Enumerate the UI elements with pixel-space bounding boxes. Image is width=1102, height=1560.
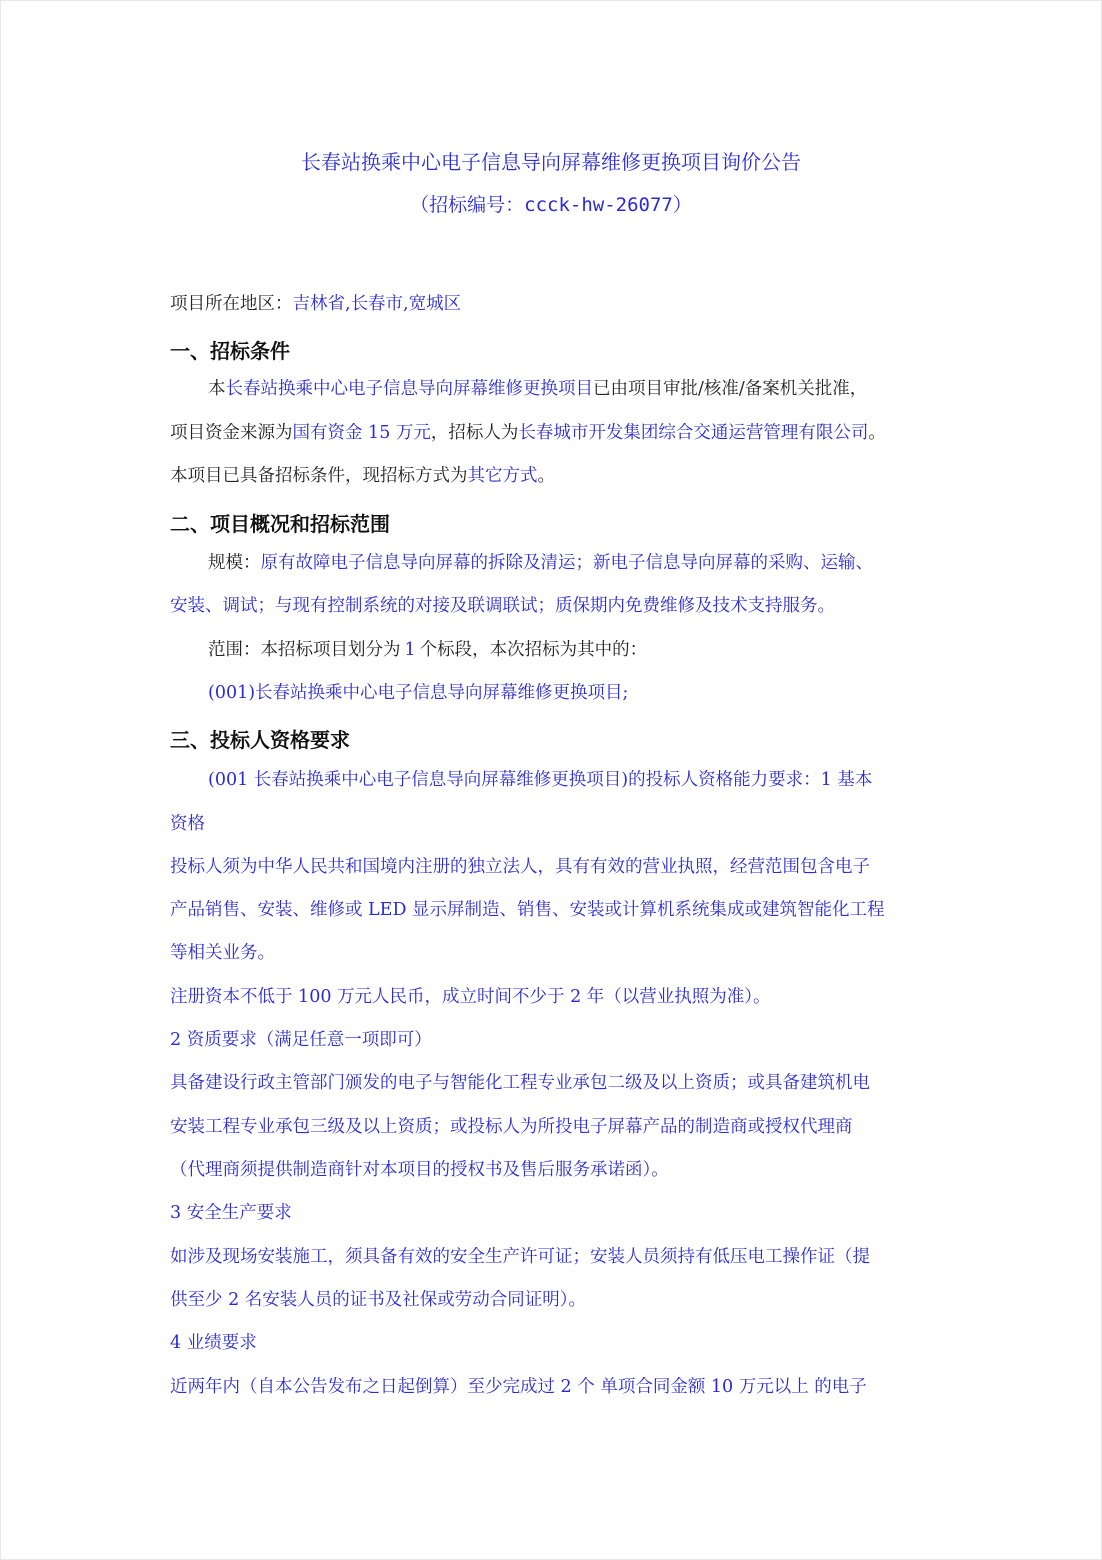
s3-line: 产品销售、安装、维修或 LED 显示屏制造、销售、安装或计算机系统集成或建筑智能化工程	[170, 900, 885, 920]
s3-line: 近两年内（自本公告发布之日起倒算）至少完成过 2 个 单项合同金额 10 万元以上 的电子	[170, 1377, 867, 1397]
section2-heading: 二、项目概况和招标范围	[170, 512, 390, 536]
s1-p3-c: 。	[537, 466, 555, 486]
section3-heading: 三、投标人资格要求	[170, 728, 350, 752]
s3-line: 具备建设行政主管部门颁发的电子与智能化工程专业承包二级及以上资质；或具备建筑机电	[170, 1073, 870, 1093]
bid-number-suffix: ）	[672, 194, 692, 216]
s2-scale-text1: 原有故障电子信息导向屏幕的拆除及清运；新电子信息导向屏幕的采购、运输、	[260, 553, 873, 573]
section1-para-line2	[170, 421, 886, 445]
section2-range-line	[208, 638, 647, 662]
s3-line: 资格	[170, 814, 205, 834]
s2-range-c: 个标段，本次招标为其中的：	[419, 640, 648, 660]
s1-p3-a: 本项目已具备招标条件，现招标方式为	[170, 466, 468, 486]
s1-p1-a: 本	[208, 379, 226, 399]
s3-line: 供至少 2 名安装人员的证书及社保或劳动合同证明）。	[170, 1290, 587, 1310]
s2-range-count: 1	[404, 640, 416, 660]
s3-line: 安装工程专业承包三级及以上资质；或投标人为所投电子屏幕产品的制造商或授权代理商	[170, 1117, 853, 1137]
location-line	[170, 292, 461, 316]
s1-funding: 国有资金 15 万元	[292, 423, 431, 443]
s3-line: 等相关业务。	[170, 943, 275, 963]
section1-para-line3	[170, 464, 555, 488]
bid-number	[0, 190, 1102, 217]
s3-line: 投标人须为中华人民共和国境内注册的独立法人，具有有效的营业执照，经营范围包含电子	[170, 857, 870, 877]
s3-line: 注册资本不低于 100 万元人民币，成立时间不少于 2 年（以营业执照为准）。	[170, 987, 771, 1007]
s1-p2-a: 项目资金来源为	[170, 423, 293, 443]
s1-p2-e: 。	[868, 423, 886, 443]
section1-heading: 一、招标条件	[170, 339, 290, 363]
bid-number-value: ccck-hw-26077	[524, 194, 673, 216]
s3-line: 2 资质要求（满足任意一项即可）	[170, 1030, 432, 1050]
s3-line: 4 业绩要求	[170, 1333, 257, 1353]
section2-scale-line1	[208, 551, 873, 575]
s2-range-a: 范围：本招标项目划分为	[208, 640, 401, 660]
s3-line: （代理商须提供制造商针对本项目的授权书及售后服务承诺函）。	[170, 1160, 669, 1180]
section2-lot-line: (001)长春站换乘中心电子信息导向屏幕维修更换项目;	[208, 683, 629, 703]
section1-para-line1	[208, 377, 867, 401]
s1-p1-c: 已由项目审批/核准/备案机关批准，	[593, 379, 868, 399]
s3-line: 如涉及现场安装施工，须具备有效的安全生产许可证；安装人员须持有低压电工操作证（提	[170, 1247, 870, 1267]
s1-p2-c: ，招标人为	[430, 423, 519, 443]
s3-line: 3 安全生产要求	[170, 1203, 292, 1223]
location-label: 项目所在地区：	[170, 294, 293, 314]
s1-tenderer: 长春城市开发集团综合交通运营管理有限公司	[518, 423, 869, 443]
location-value: 吉林省,长春市,宽城区	[292, 294, 462, 314]
bid-number-prefix: （招标编号：	[410, 194, 525, 216]
s1-project-name: 长春站换乘中心电子信息导向屏幕维修更换项目	[225, 379, 593, 399]
document-title: 长春站换乘中心电子信息导向屏幕维修更换项目询价公告	[301, 150, 801, 174]
s1-method: 其它方式	[467, 466, 538, 486]
s3-line: (001 长春站换乘中心电子信息导向屏幕维修更换项目)的投标人资格能力要求：1 基本	[208, 770, 873, 790]
section2-scale-line2: 安装、调试；与现有控制系统的对接及联调联试；质保期内免费维修及技术支持服务。	[170, 596, 835, 616]
s2-scale-label: 规模：	[208, 553, 261, 573]
